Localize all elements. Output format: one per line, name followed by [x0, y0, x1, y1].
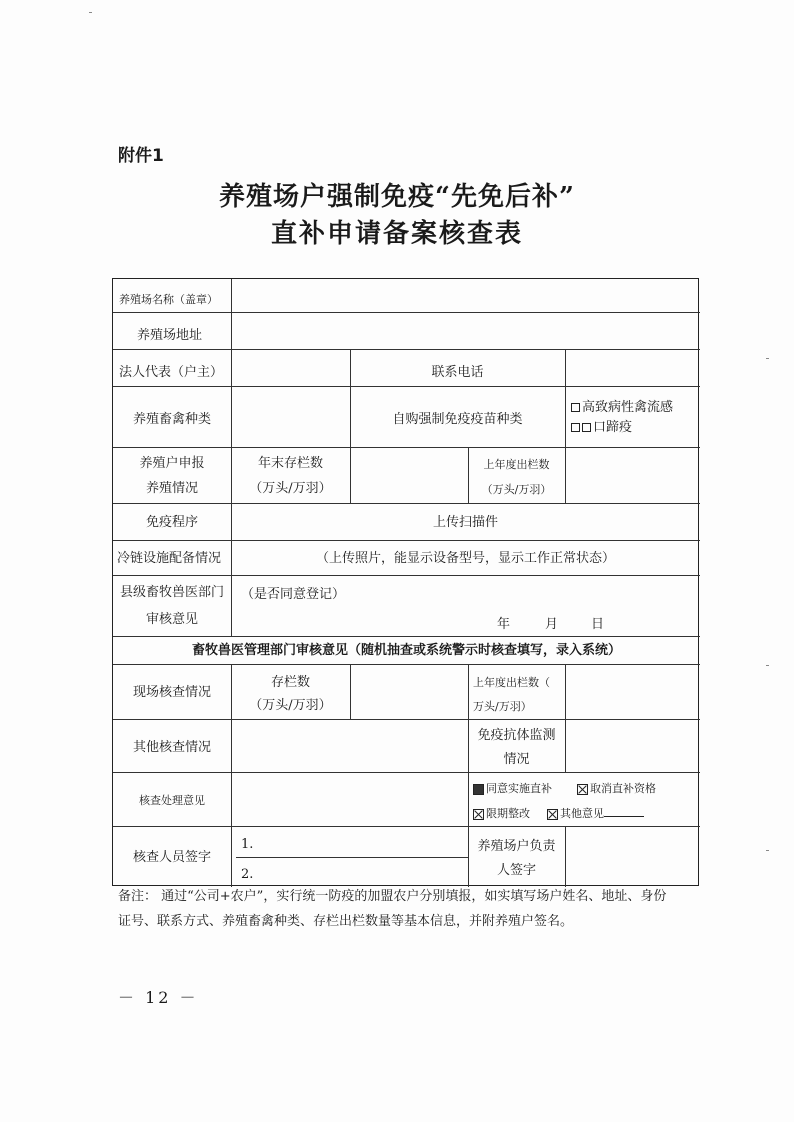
vaccine-type-label: 自购强制免疫疫苗种类 [392, 412, 523, 427]
option-cancel[interactable] [577, 783, 656, 795]
livestock-type-label: 养殖畜禽种类 [133, 412, 212, 427]
form-title-line1: 养殖场户强制免疫“先免后补” [219, 182, 575, 212]
scan-speck [766, 665, 769, 666]
checkbox-icon [571, 423, 580, 432]
checkbox-checked-icon [473, 784, 484, 795]
section-header: 畜牧兽医管理部门审核意见（随机抽查或系统警示时核查填写，录入系统） [191, 643, 621, 658]
stock-line1: 存栏数 [270, 675, 310, 690]
last-year-out2-line2: 万头/万羽） [473, 700, 532, 713]
declare-label-line1: 养殖户申报 [139, 456, 205, 471]
disease-option-avian-flu[interactable] [571, 401, 673, 414]
form-title-line2: 直补申请备案核查表 [270, 219, 523, 249]
attachment-label: 附件1 [118, 146, 164, 166]
checkbox-icon [571, 403, 580, 412]
handling-opinion-label: 核查处理意见 [139, 794, 205, 807]
disease-option-label: 高致病性禽流感 [582, 400, 674, 415]
county-opinion-line2: 审核意见 [145, 612, 198, 627]
option-label: 取消直补资格 [590, 782, 656, 795]
declare-label-line2: 养殖情况 [145, 481, 198, 496]
scan-speck [766, 358, 769, 359]
note-line1: 备注： 通过“公司+农户”，实行统一防疫的加盟农户分别填报，如实填写场户姓名、地址、身份 [118, 889, 667, 904]
site-check-label: 现场核查情况 [132, 685, 211, 700]
owner-sign-line1: 养殖场户负责 [477, 839, 556, 854]
checkbox-icon [577, 784, 588, 795]
option-label: 其他意见 [560, 807, 604, 820]
checkbox-icon [582, 423, 591, 432]
date-year-label: 年 [497, 617, 511, 632]
last-year-out2-line1: 上年度出栏数（ [473, 676, 550, 689]
disease-option-label: 口蹄疫 [593, 420, 633, 435]
option-agree[interactable] [473, 783, 552, 795]
stock-line2: （万头/万羽） [249, 698, 332, 713]
farm-address-label: 养殖场地址 [137, 328, 203, 343]
year-end-stock-line1: 年末存栏数 [257, 456, 323, 471]
date-day-label: 日 [591, 617, 605, 632]
year-end-stock-line2: （万头/万羽） [249, 481, 332, 496]
option-other[interactable] [547, 808, 644, 820]
date-month-label: 月 [545, 617, 559, 632]
page-number: － 12 － [118, 988, 199, 1007]
agree-register-label: （是否同意登记） [241, 587, 346, 602]
application-form-table [112, 278, 699, 886]
antibody-line1: 免疫抗体监测 [477, 728, 556, 743]
inspector-sign-label: 核查人员签字 [132, 850, 211, 865]
farm-name-label: 养殖场名称（盖章） [119, 293, 218, 306]
cold-chain-hint: （上传照片，能显示设备型号，显示工作正常状态） [315, 551, 615, 566]
checkbox-icon [547, 809, 558, 820]
option-label: 同意实施直补 [486, 782, 552, 795]
inspector-sign-2[interactable]: 2. [241, 867, 254, 882]
inspector-sign-1[interactable]: 1. [241, 837, 254, 852]
upload-scan-label: 上传扫描件 [432, 515, 498, 530]
last-year-out-line1: 上年度出栏数 [483, 458, 550, 471]
other-opinion-blank[interactable] [604, 816, 644, 817]
disease-option-fmd[interactable] [571, 421, 632, 434]
legal-rep-label: 法人代表（户主） [119, 365, 224, 380]
owner-sign-line2: 人签字 [496, 863, 536, 878]
checkbox-icon [473, 809, 484, 820]
option-label: 限期整改 [486, 807, 530, 820]
phone-label: 联系电话 [431, 365, 484, 380]
other-check-label: 其他核查情况 [132, 740, 211, 755]
last-year-out-line2: （万头/万羽） [481, 483, 552, 496]
immune-procedure-label: 免疫程序 [145, 515, 198, 530]
cold-chain-label: 冷链设施配备情况 [117, 551, 222, 566]
scan-speck [766, 850, 769, 851]
antibody-line2: 情况 [503, 752, 530, 767]
option-rectify[interactable] [473, 808, 530, 820]
county-opinion-line1: 县级畜牧兽医部门 [119, 585, 224, 600]
scan-speck [89, 12, 92, 13]
note-line2: 证号、联系方式、养殖畜禽种类、存栏出栏数量等基本信息，并附养殖户签名。 [118, 914, 574, 929]
